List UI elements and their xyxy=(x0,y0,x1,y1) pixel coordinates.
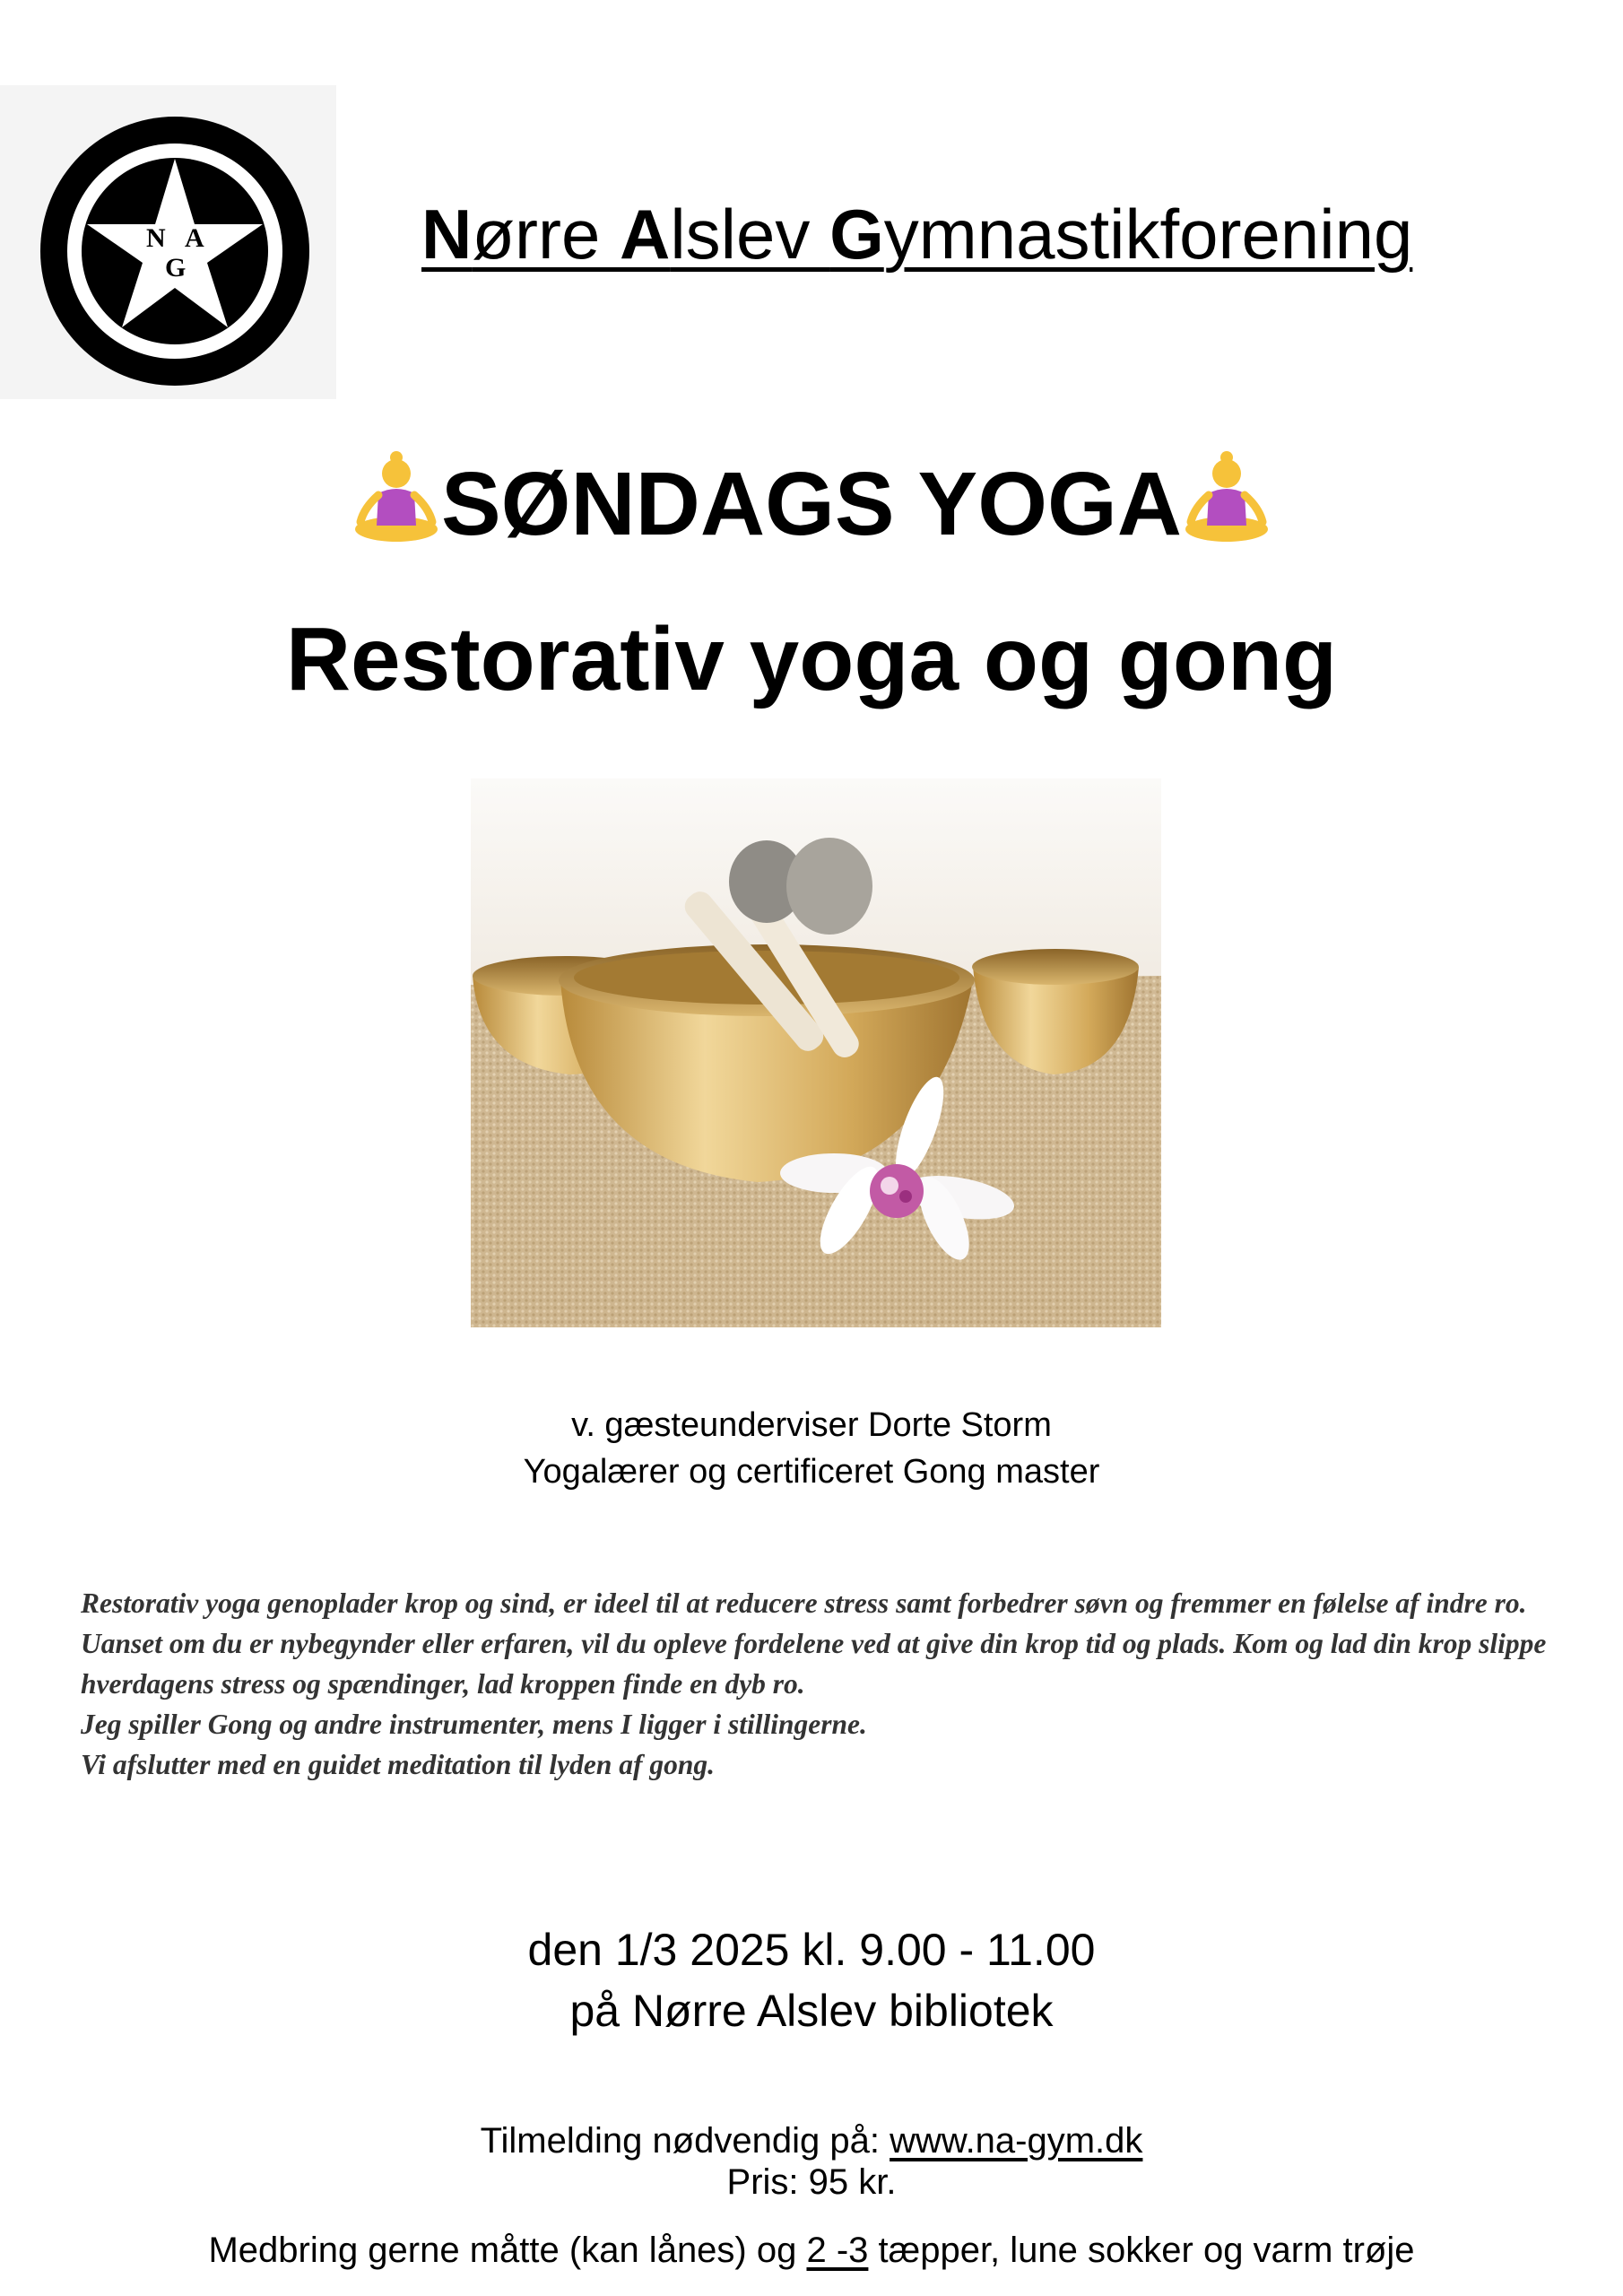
subheadline: Restorativ yoga og gong xyxy=(285,609,1338,709)
logo-letter-a: A xyxy=(185,223,204,253)
event-location: på Nørre Alslev bibliotek xyxy=(569,1986,1054,2036)
description-paragraph: Restorativ yoga genoplader krop og sind, er ideel til at reducere stress samt forbedrer søvn og fremmer en følelse af indre ro. Uanset om du er nybegynder eller erfaren, vil du opleve fordelene ved at give din krop tid og plads. Kom og lad din krop slippe hverdagens stress og spændinger, lad kroppen finde en dyb ro. xyxy=(81,1587,1547,1700)
headline-text: SØNDAGS YOGA xyxy=(440,454,1183,554)
bring-note xyxy=(0,2230,1623,2271)
title-initial-g: G xyxy=(829,195,884,274)
title-word-3: ymnastikforening xyxy=(883,195,1413,274)
title-word-2: lslev xyxy=(670,195,830,274)
bring-text: Medbring gerne måtte (kan lånes) og xyxy=(208,2231,807,2270)
title-initial-n: N xyxy=(421,195,473,274)
logo-letter-g: G xyxy=(165,253,187,283)
description xyxy=(81,1583,1560,1785)
signup-info xyxy=(0,2120,1623,2203)
nag-logo xyxy=(36,112,314,390)
description-paragraph: Vi afslutter med en guidet meditation til lyden af gong. xyxy=(81,1749,716,1780)
signup-label: Tilmelding nødvendig på: xyxy=(480,2121,890,2161)
meditating-person-icon xyxy=(352,448,441,547)
singing-bowls-photo xyxy=(471,778,1161,1327)
signup-line xyxy=(0,2120,1623,2161)
teacher-info xyxy=(0,1402,1623,1495)
organization-title xyxy=(421,195,1569,274)
event-datetime: den 1/3 2025 kl. 9.00 - 11.00 xyxy=(527,1925,1096,1975)
bring-underlined: 2 -3 xyxy=(806,2231,869,2270)
title-word-1: ørre xyxy=(472,195,620,274)
signup-link[interactable]: www.na-gym.dk xyxy=(890,2121,1143,2161)
teacher-name: v. gæsteunderviser Dorte Storm xyxy=(571,1406,1052,1444)
bring-text-end: tæpper, lune sokker og varm trøje xyxy=(868,2231,1415,2270)
teacher-credentials: Yogalærer og certificeret Gong master xyxy=(523,1453,1100,1491)
description-paragraph: Jeg spiller Gong og andre instrumenter, mens I ligger i stillingerne. xyxy=(81,1709,867,1740)
logo-letter-n: N xyxy=(146,223,166,253)
price: Pris: 95 kr. xyxy=(726,2162,897,2202)
title-initial-a: A xyxy=(620,195,671,274)
event-details xyxy=(0,1919,1623,2041)
headline xyxy=(0,448,1623,553)
meditating-person-icon xyxy=(1182,448,1271,547)
